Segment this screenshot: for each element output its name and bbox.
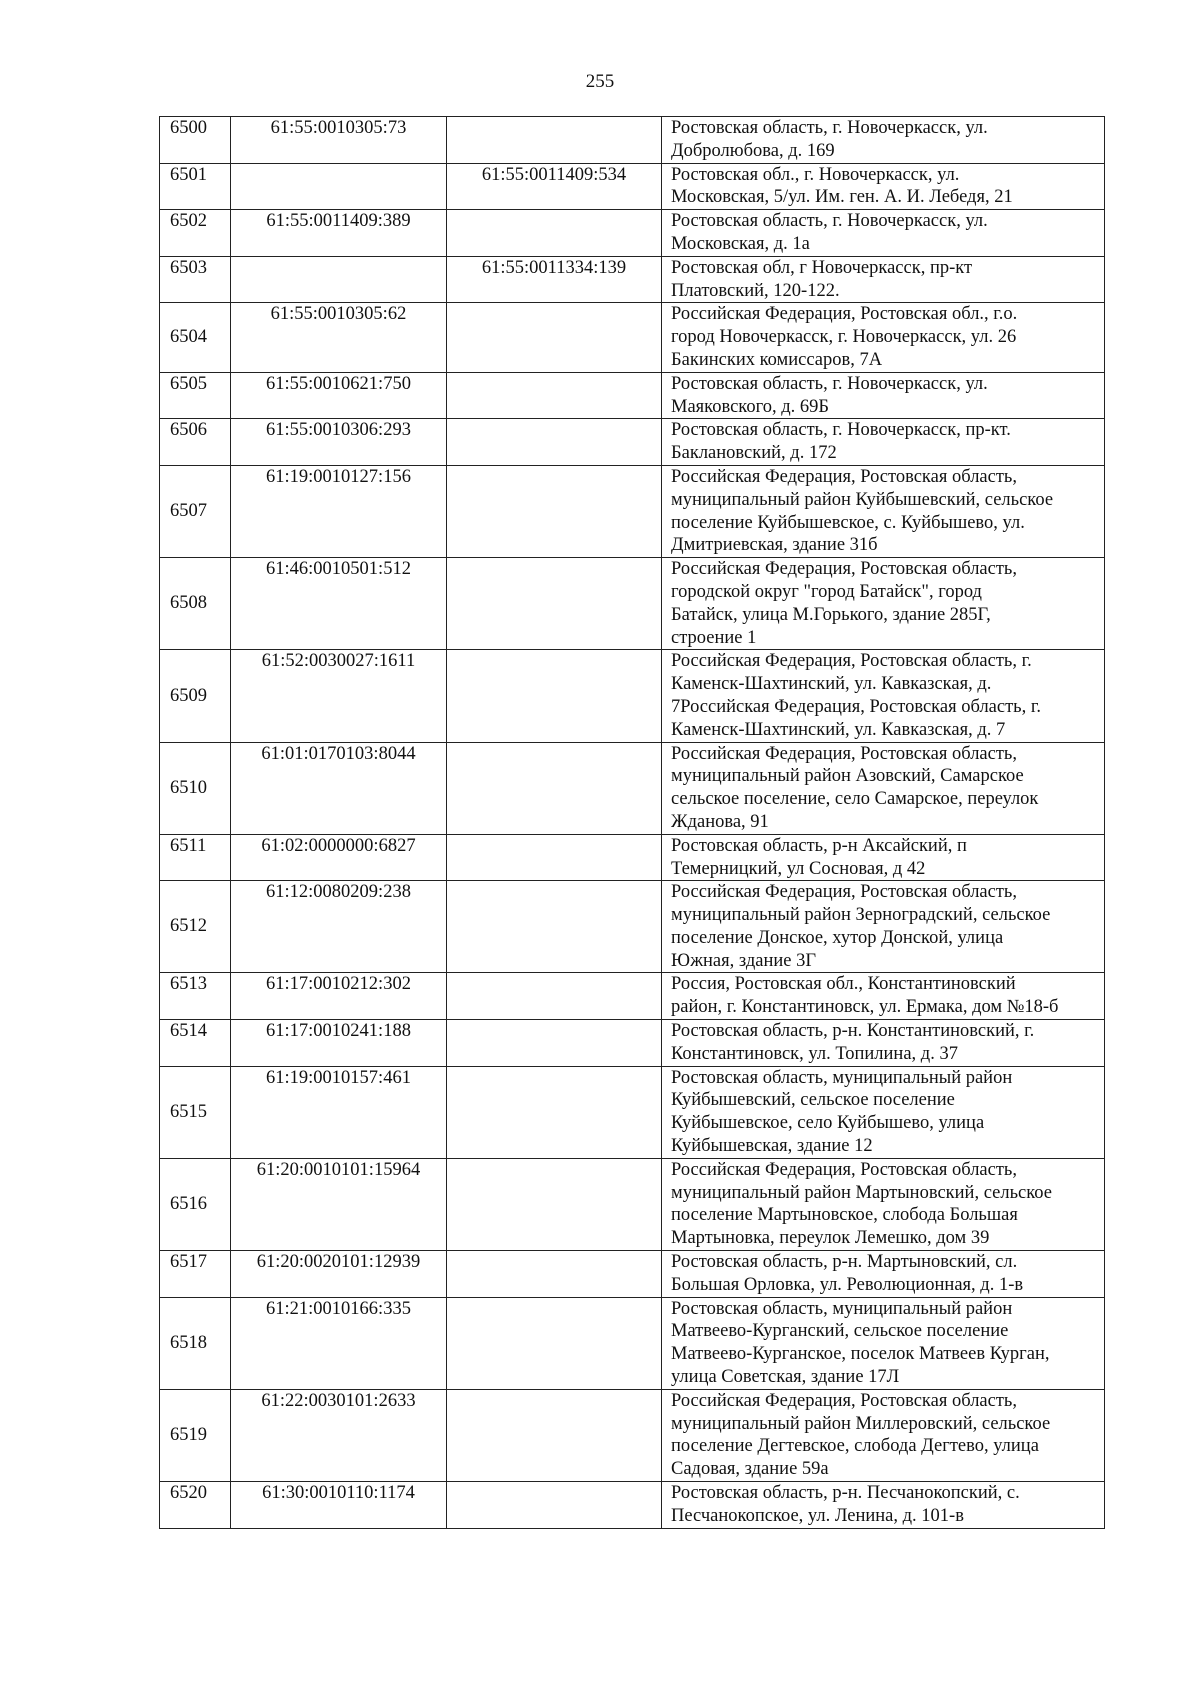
address-line: Жданова, 91 [671,811,769,832]
address-line: Российская Федерация, Ростовская область, [671,1390,1017,1411]
address-line: поселение Мартыновское, слобода Большая [671,1205,1018,1226]
table-row [160,372,1105,419]
address-line: муниципальный район Мартыновский, сельское [671,1182,1052,1203]
address-line: строение 1 [671,627,757,648]
address-line: муниципальный район Азовский, Самарское [671,766,1024,787]
address-line: городской округ "город Батайск", город [671,581,982,602]
cadastral-number-cell: 61:01:0170103:8044 [231,742,447,834]
address-cell [662,117,1105,164]
table-row [160,163,1105,210]
address-line: Каменск-Шахтинский, ул. Кавказская, д. [671,674,992,695]
table-row [160,303,1105,372]
address-line: Ростовская область, р-н. Мартыновский, сл. [671,1252,1018,1273]
address-line: Ростовская область, р-н. Песчанокопский, с. [671,1483,1020,1504]
address-line: поселение Донское, хутор Донской, улица [671,927,1004,948]
parent-cadastral-number-cell [447,419,662,466]
table-row [160,834,1105,881]
address-line: Россия, Ростовская обл., Константиновский [671,974,1016,995]
table-row [160,117,1105,164]
row-number: 6513 [160,973,231,1020]
address-line: Ростовская область, г. Новочеркасск, пр-кт. [671,420,1011,441]
row-number: 6507 [160,465,231,557]
cadastral-number-cell: 61:21:0010166:335 [231,1297,447,1389]
address-cell [662,163,1105,210]
parent-cadastral-number-cell [447,1389,662,1481]
address-cell [662,303,1105,372]
cadastral-number-cell: 61:55:0010305:73 [231,117,447,164]
table-row [160,881,1105,973]
parent-cadastral-number-cell [447,372,662,419]
parent-cadastral-number-cell [447,834,662,881]
address-cell [662,1482,1105,1529]
table-row [160,1297,1105,1389]
cadastral-number-cell: 61:17:0010241:188 [231,1020,447,1067]
address-line: Южная, здание 3Г [671,950,817,971]
row-number: 6501 [160,163,231,210]
parent-cadastral-number-cell [447,1020,662,1067]
cadastral-number-cell: 61:19:0010127:156 [231,465,447,557]
table-row [160,1020,1105,1067]
address-line: Московская, д. 1а [671,233,810,254]
table-row [160,419,1105,466]
address-line: Ростовская область, муниципальный район [671,1067,1013,1088]
row-number: 6504 [160,303,231,372]
address-line: Российская Федерация, Ростовская область, [671,1159,1017,1180]
parent-cadastral-number-cell [447,1297,662,1389]
address-line: Российская Федерация, Ростовская область, [671,466,1017,487]
address-line: муниципальный район Зерноградский, сельское [671,905,1051,926]
cadastral-number-cell [231,256,447,303]
cadastral-number-cell: 61:55:0011409:389 [231,210,447,257]
address-line: Ростовская область, р-н. Константиновский, г. [671,1021,1035,1042]
table-row [160,650,1105,742]
row-number: 6502 [160,210,231,257]
table-row [160,1389,1105,1481]
row-number: 6519 [160,1389,231,1481]
row-number: 6508 [160,558,231,650]
address-line: Матвеево-Курганское, поселок Матвеев Курган, [671,1344,1050,1365]
address-line: Ростовская область, г. Новочеркасск, ул. [671,211,988,232]
row-number: 6514 [160,1020,231,1067]
table-row [160,1066,1105,1158]
address-cell [662,256,1105,303]
parent-cadastral-number-cell [447,465,662,557]
table-row [160,465,1105,557]
cadastral-number-cell: 61:19:0010157:461 [231,1066,447,1158]
address-cell [662,1020,1105,1067]
cadastral-number-cell: 61:17:0010212:302 [231,973,447,1020]
address-cell [662,1066,1105,1158]
cadastral-number-cell: 61:30:0010110:1174 [231,1482,447,1529]
address-line: Куйбышевская, здание 12 [671,1136,873,1157]
table-row [160,256,1105,303]
parent-cadastral-number-cell [447,973,662,1020]
address-line: поселение Дегтевское, слобода Дегтево, улица [671,1436,1039,1457]
row-number: 6510 [160,742,231,834]
table-row [160,742,1105,834]
address-line: Бакинских комиссаров, 7А [671,349,883,370]
address-cell [662,1389,1105,1481]
address-line: Куйбышевский, сельское поселение [671,1090,955,1111]
address-line: Песчанокопское, ул. Ленина, д. 101-в [671,1505,964,1526]
address-cell [662,881,1105,973]
table-body [160,117,1105,1529]
address-line: Российская Федерация, Ростовская обл., г.о. [671,304,1018,325]
address-line: Темерницкий, ул Сосновая, д 42 [671,858,926,879]
cadastral-number-cell: 61:46:0010501:512 [231,558,447,650]
address-line: Дмитриевская, здание 31б [671,535,878,556]
address-line: Ростовская область, муниципальный район [671,1298,1013,1319]
address-cell [662,210,1105,257]
address-cell [662,973,1105,1020]
address-cell [662,419,1105,466]
parent-cadastral-number-cell [447,1158,662,1250]
cadastral-number-cell: 61:02:0000000:6827 [231,834,447,881]
cadastral-number-cell: 61:12:0080209:238 [231,881,447,973]
row-number: 6517 [160,1251,231,1298]
cadastral-number-cell: 61:55:0010621:750 [231,372,447,419]
address-line: Ростовская область, р-н Аксайский, п [671,835,967,856]
parent-cadastral-number-cell [447,210,662,257]
row-number: 6516 [160,1158,231,1250]
cadastral-number-cell: 61:55:0010306:293 [231,419,447,466]
address-line: Ростовская обл, г Новочеркасск, пр-кт [671,257,973,278]
cadastral-number-cell: 61:20:0020101:12939 [231,1251,447,1298]
address-line: улица Советская, здание 17Л [671,1367,900,1388]
address-line: сельское поселение, село Самарское, переулок [671,789,1039,810]
row-number: 6520 [160,1482,231,1529]
parent-cadastral-number-cell [447,117,662,164]
address-line: Батайск, улица М.Горького, здание 285Г, [671,604,991,625]
address-cell [662,372,1105,419]
table-row [160,1482,1105,1529]
address-line: Московская, 5/ул. Им. ген. А. И. Лебедя, 21 [671,187,1013,208]
row-number: 6509 [160,650,231,742]
address-line: Добролюбова, д. 169 [671,140,835,161]
address-cell [662,558,1105,650]
parent-cadastral-number-cell [447,650,662,742]
table-row [160,1158,1105,1250]
address-line: Российская Федерация, Ростовская область, [671,743,1017,764]
page-number: 255 [585,71,615,92]
address-line: Куйбышевское, село Куйбышево, улица [671,1113,985,1134]
parent-cadastral-number-cell [447,742,662,834]
address-line: Платовский, 120-122. [671,280,840,301]
address-line: Маяковского, д. 69Б [671,396,830,417]
address-line: Ростовская обл., г. Новочеркасск, ул. [671,164,960,185]
parent-cadastral-number-cell: 61:55:0011409:534 [447,163,662,210]
address-line: муниципальный район Миллеровский, сельское [671,1413,1051,1434]
cadastral-number-cell: 61:20:0010101:15964 [231,1158,447,1250]
cadastral-number-cell [231,163,447,210]
row-number: 6515 [160,1066,231,1158]
address-line: Российская Федерация, Ростовская область, [671,559,1017,580]
address-line: город Новочеркасск, г. Новочеркасск, ул. 26 [671,327,1017,348]
address-line: Баклановский, д. 172 [671,443,837,464]
address-line: муниципальный район Куйбышевский, сельское [671,489,1054,510]
table-row [160,210,1105,257]
table-row [160,558,1105,650]
address-cell [662,1297,1105,1389]
address-cell [662,650,1105,742]
address-line: Российская Федерация, Ростовская область, г. [671,651,1032,672]
address-line: Мартыновка, переулок Лемешко, дом 39 [671,1228,990,1249]
parent-cadastral-number-cell [447,558,662,650]
address-line: район, г. Константиновск, ул. Ермака, дом №18-б [671,997,1059,1018]
parent-cadastral-number-cell [447,303,662,372]
row-number: 6503 [160,256,231,303]
address-cell [662,834,1105,881]
address-line: Садовая, здание 59а [671,1459,829,1480]
address-line: Каменск-Шахтинский, ул. Кавказская, д. 7 [671,719,1006,740]
address-line: Константиновск, ул. Топилина, д. 37 [671,1043,958,1064]
cadastral-number-cell: 61:55:0010305:62 [231,303,447,372]
row-number: 6500 [160,117,231,164]
address-line: Российская Федерация, Ростовская область, [671,882,1017,903]
cadastral-number-cell: 61:22:0030101:2633 [231,1389,447,1481]
parent-cadastral-number-cell [447,1482,662,1529]
address-cell [662,1251,1105,1298]
address-cell [662,465,1105,557]
address-cell [662,1158,1105,1250]
row-number: 6505 [160,372,231,419]
row-number: 6512 [160,881,231,973]
parent-cadastral-number-cell: 61:55:0011334:139 [447,256,662,303]
parent-cadastral-number-cell [447,1251,662,1298]
row-number: 6518 [160,1297,231,1389]
address-line: Большая Орловка, ул. Революционная, д. 1-в [671,1274,1024,1295]
row-number: 6511 [160,834,231,881]
registry-table [159,116,1105,1529]
cadastral-number-cell: 61:52:0030027:1611 [231,650,447,742]
row-number: 6506 [160,419,231,466]
address-line: Ростовская область, г. Новочеркасск, ул. [671,118,988,138]
parent-cadastral-number-cell [447,881,662,973]
parent-cadastral-number-cell [447,1066,662,1158]
table-row [160,973,1105,1020]
address-cell [662,742,1105,834]
table-row [160,1251,1105,1298]
address-line: Матвеево-Курганский, сельское поселение [671,1321,1009,1342]
address-line: Ростовская область, г. Новочеркасск, ул. [671,373,988,394]
address-line: 7Российская Федерация, Ростовская область, г. [671,696,1041,717]
address-line: поселение Куйбышевское, с. Куйбышево, ул. [671,512,1025,533]
